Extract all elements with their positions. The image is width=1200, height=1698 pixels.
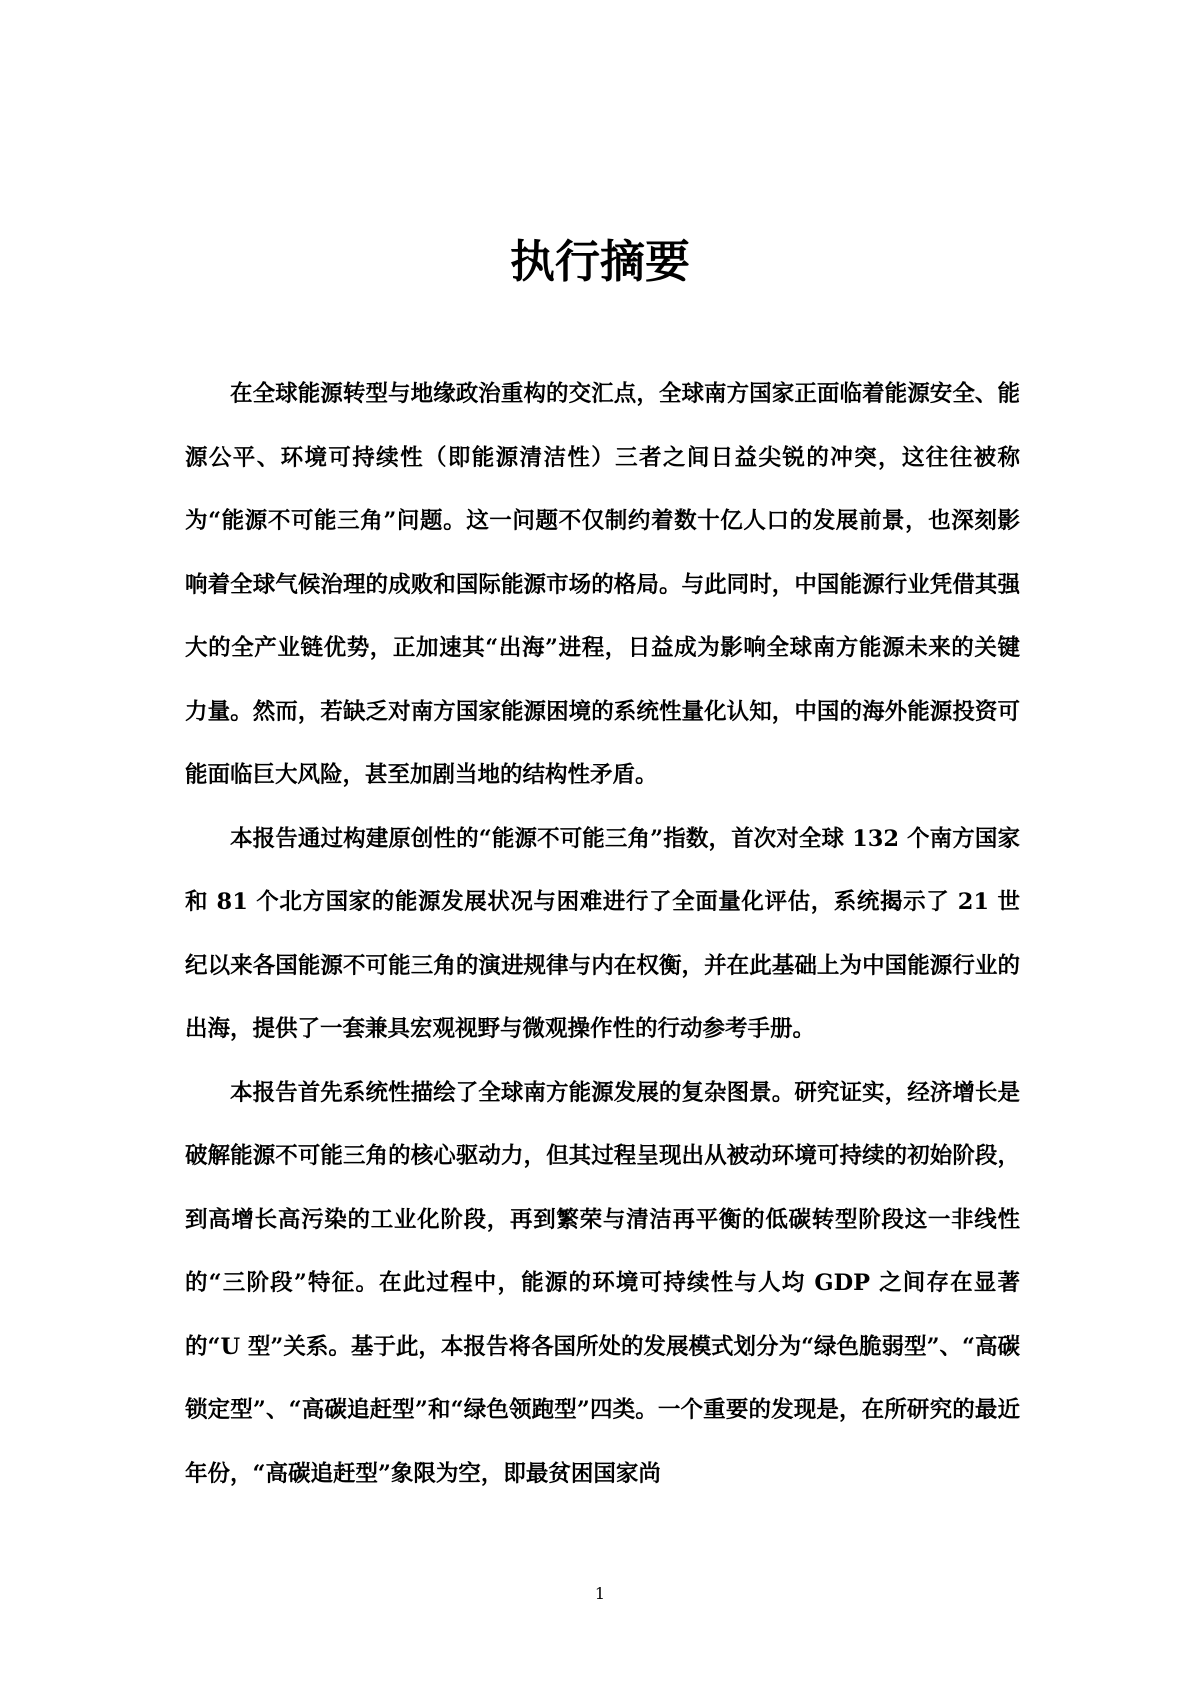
page-number: 1 (594, 1584, 606, 1603)
paragraph-1: 在全球能源转型与地缘政治重构的交汇点，全球南方国家正面临着能源安全、能源公平、环境可持续性（即能源清洁性）三者之间日益尖锐的冲突，这往往被称为“能源不可能三角”问题。这一问题不仅制约着数十亿人口的发展前景，也深刻影响着全球气候治理的成败和国际能源市场的格局。与此同时，中国能源行业凭借其强大的全产业链优势，正加速其“出海”进程，日益成为影响全球南方能源未来的关键力量。然而，若缺乏对南方国家能源困境的系统性量化认知，中国的海外能源投资可能面临巨大风险，甚至加剧当地的结构性矛盾。 (185, 381, 1020, 788)
paragraph-2: 本报告通过构建原创性的“能源不可能三角”指数，首次对全球 132 个南方国家和 81 个北方国家的能源发展状况与困难进行了全面量化评估，系统揭示了 21 世纪以来各国能源不可能三角的演进规律与内在权衡，并在此基础上为中国能源行业的出海，提供了一套兼具宏观视野与微观操作性的行动参考手册。 (185, 825, 1020, 1042)
paragraph-3: 本报告首先系统性描绘了全球南方能源发展的复杂图景。研究证实，经济增长是破解能源不可能三角的核心驱动力，但其过程呈现出从被动环境可持续的初始阶段，到高增长高污染的工业化阶段，再到繁荣与清洁再平衡的低碳转型阶段这一非线性的“三阶段”特征。在此过程中，能源的环境可持续性与人均 GDP 之间存在显著的“U 型”关系。基于此，本报告将各国所处的发展模式划分为“绿色脆弱型”、“高碳锁定型”、“高碳追赶型”和“绿色领跑型”四类。一个重要的发现是，在所研究的最近年份，“高碳追赶型”象限为空，即最贫困国家尚 (185, 1079, 1020, 1487)
page-title: 执行摘要 (509, 235, 690, 288)
body-text (185, 363, 1020, 1506)
